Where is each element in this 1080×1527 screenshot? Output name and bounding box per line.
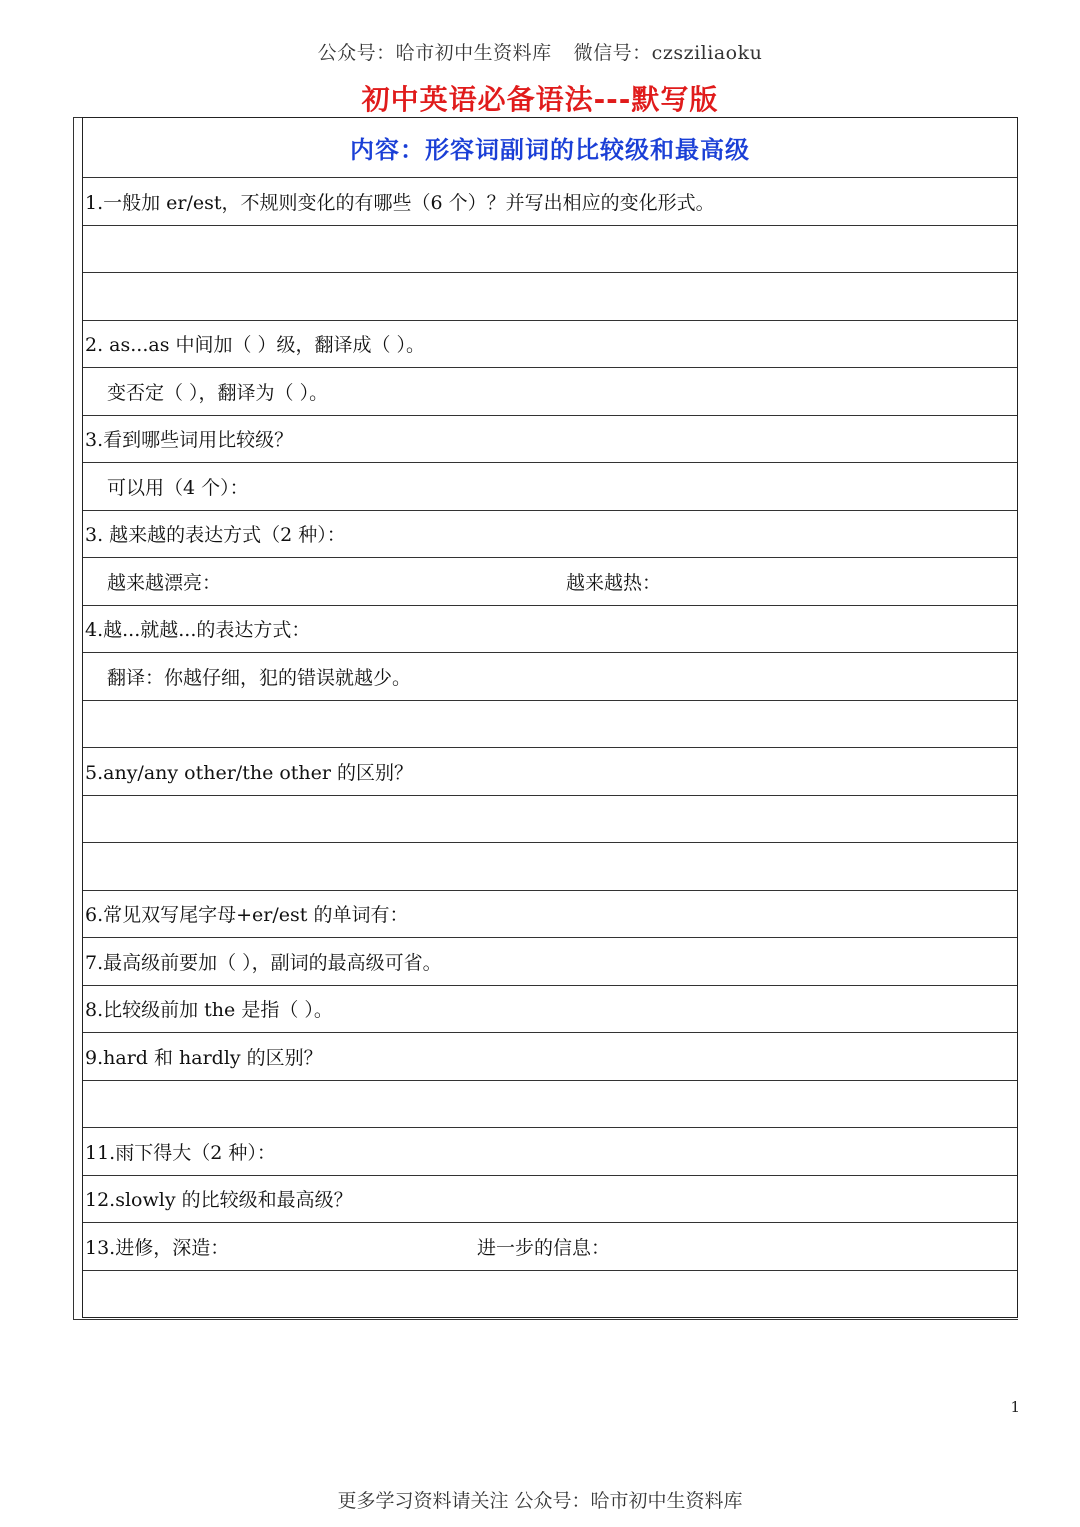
row-text: 3.看到哪些词用比较级？ <box>85 429 294 452</box>
table-row <box>83 510 1017 558</box>
table-heading: 内容：形容词副词的比较级和最高级 <box>350 136 750 164</box>
table-row <box>83 1175 1017 1223</box>
row-text: 4.越...就越...的表达方式： <box>85 619 311 642</box>
page-number: 1 <box>1010 1398 1020 1416</box>
row-text: 6.常见双写尾字母+er/est 的单词有： <box>85 904 409 927</box>
row-text: 5.any/any other/the other 的区别？ <box>85 761 414 784</box>
table-row <box>83 605 1017 653</box>
table-row <box>83 1222 1017 1270</box>
document-title: 初中英语必备语法---默写版 <box>361 83 719 116</box>
row-text-secondary: 越来越热： <box>566 571 662 594</box>
row-text: 11.雨下得大（2 种）： <box>85 1141 276 1164</box>
table-row <box>83 415 1017 463</box>
blank-answer-row[interactable] <box>83 1270 1017 1318</box>
row-text: 13.进修，深造： <box>85 1236 230 1259</box>
table-row <box>83 320 1017 368</box>
row-text: 1.一般加 er/est，不规则变化的有哪些（6 个）？并写出相应的变化形式。 <box>85 191 715 214</box>
row-text: 9.hard 和 hardly 的区别？ <box>85 1046 323 1069</box>
blank-answer-row[interactable] <box>83 795 1017 843</box>
row-text: 8.比较级前加 the 是指（ ）。 <box>85 999 333 1022</box>
row-text: 12.slowly 的比较级和最高级？ <box>85 1189 353 1212</box>
row-text: 可以用（4 个）： <box>107 476 249 499</box>
worksheet-table <box>82 117 1018 1318</box>
blank-answer-row[interactable] <box>83 842 1017 890</box>
table-row <box>83 652 1017 700</box>
table-row <box>83 747 1017 795</box>
row-text: 3. 越来越的表达方式（2 种）： <box>85 524 346 547</box>
page-header <box>0 38 1080 65</box>
table-row <box>83 937 1017 985</box>
table-row <box>83 890 1017 938</box>
blank-answer-row[interactable] <box>83 700 1017 748</box>
blank-answer-row[interactable] <box>83 1080 1017 1128</box>
row-text: 变否定（ ），翻译为（ ）。 <box>107 381 329 404</box>
table-row <box>83 367 1017 415</box>
table-row <box>83 557 1017 605</box>
header-account: 公众号：哈市初中生资料库 <box>317 42 552 64</box>
row-text: 7.最高级前要加（ ），副词的最高级可省。 <box>85 951 442 974</box>
row-text-secondary: 进一步的信息： <box>477 1236 611 1259</box>
table-row <box>83 1127 1017 1175</box>
table-row <box>83 1032 1017 1080</box>
table-row <box>83 177 1017 225</box>
header-wechat: 微信号：czsziliaoku <box>573 42 763 64</box>
row-text: 2. as...as 中间加（ ）级，翻译成（ ）。 <box>85 334 426 357</box>
row-text: 越来越漂亮： <box>107 571 222 594</box>
table-row <box>83 462 1017 510</box>
blank-answer-row[interactable] <box>83 225 1017 273</box>
row-text: 翻译：你越仔细，犯的错误就越少。 <box>107 666 412 689</box>
blank-answer-row[interactable] <box>83 272 1017 320</box>
page-footer: 更多学习资料请关注 公众号：哈市初中生资料库 <box>337 1490 743 1512</box>
table-row <box>83 985 1017 1033</box>
